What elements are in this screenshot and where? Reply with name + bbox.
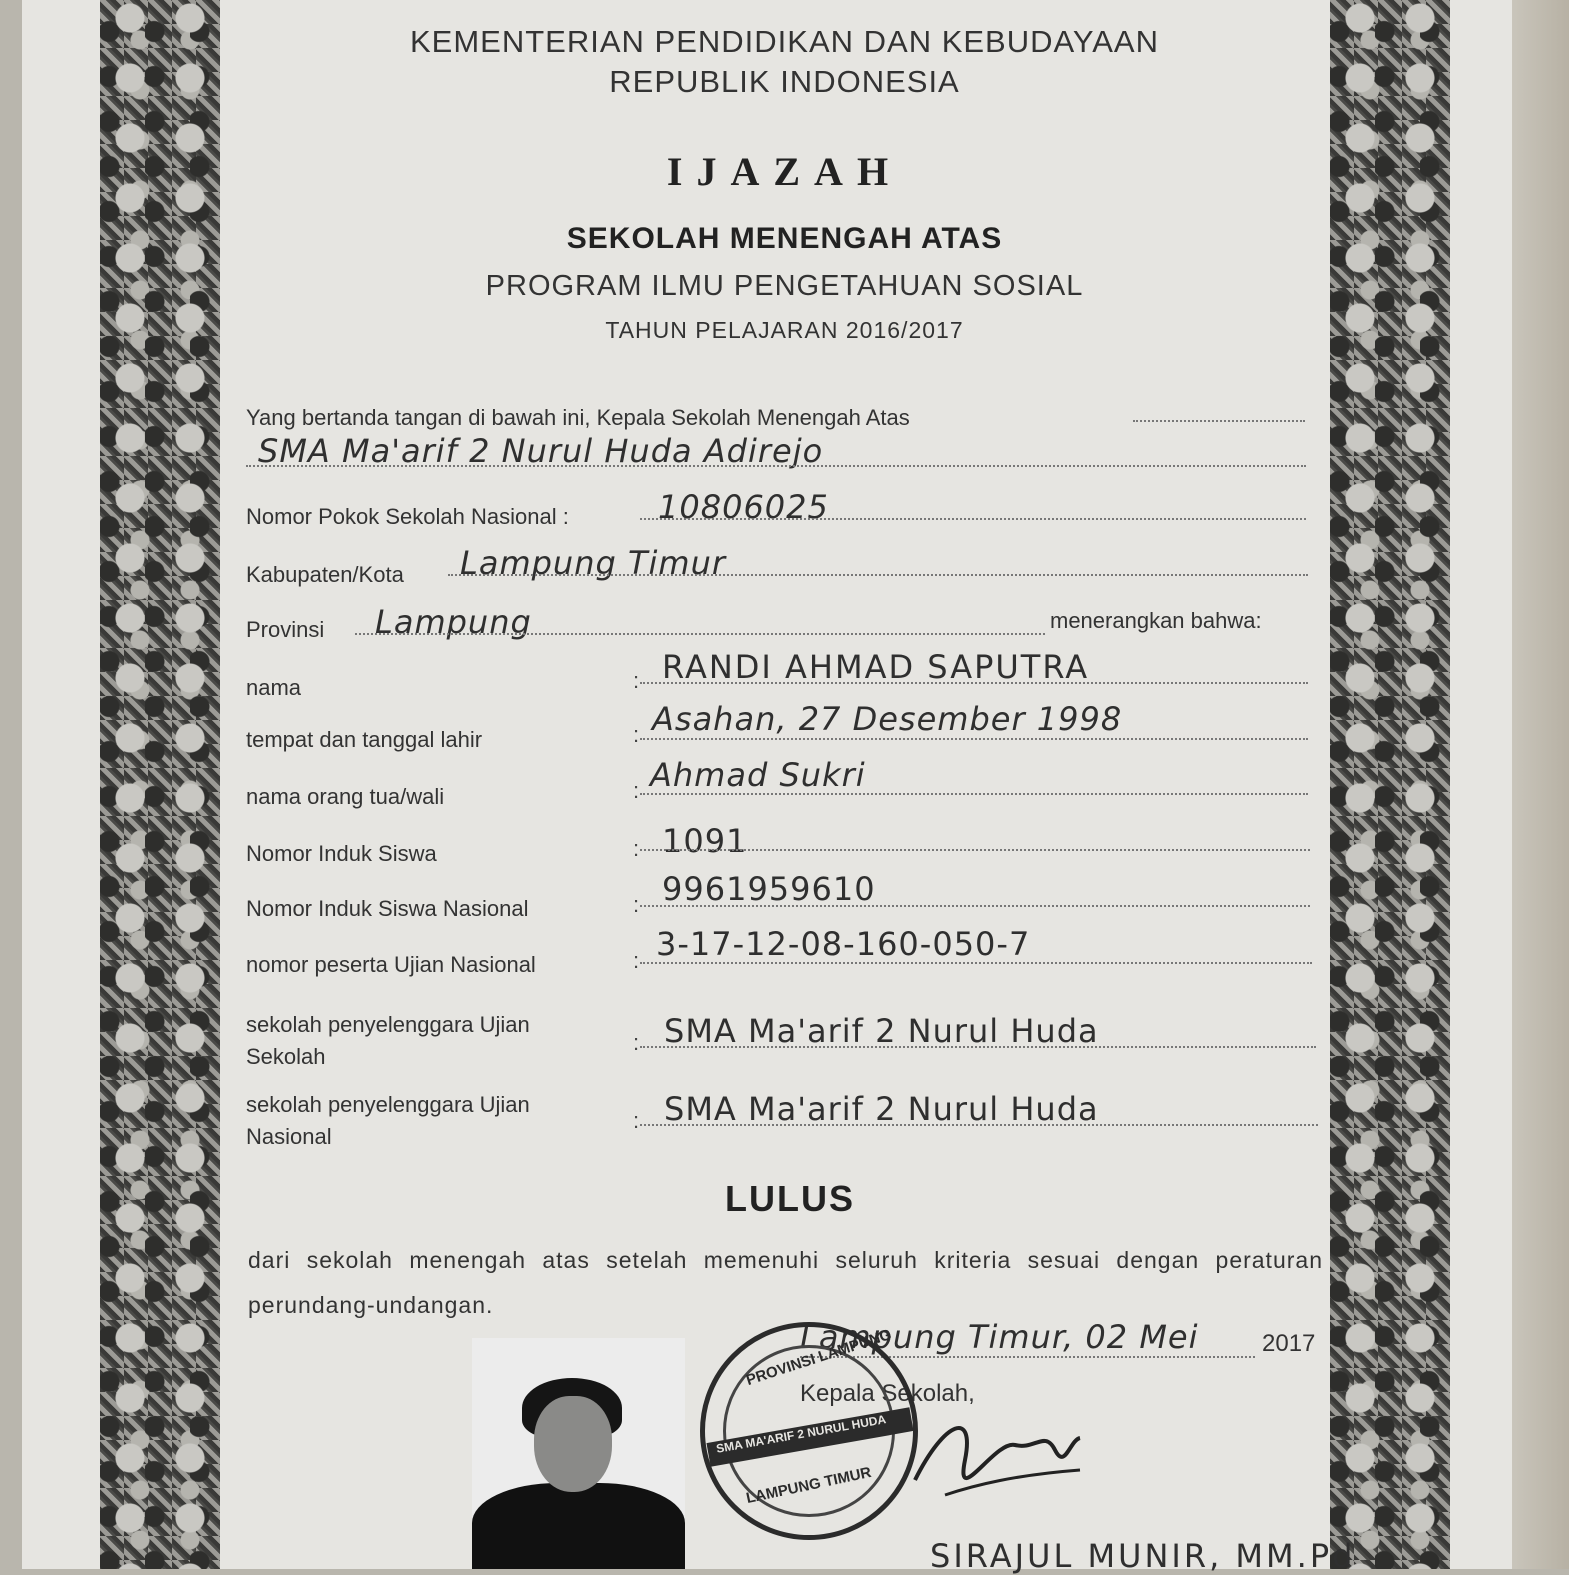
dotted-line (355, 633, 1045, 635)
signature-place-date: Lampung Timur, 02 Mei (800, 1318, 1199, 1356)
nis-label: Nomor Induk Siswa (246, 841, 437, 866)
student-name-value: RANDI AHMAD SAPUTRA (662, 648, 1090, 686)
dotted-line (1133, 420, 1305, 422)
province-value: Lampung (375, 603, 532, 641)
dotted-line (448, 574, 1308, 576)
dotted-line (640, 793, 1308, 795)
school-exam-organizer-label (246, 1009, 530, 1073)
school-exam-organizer-value: SMA Ma'arif 2 Nurul Huda (664, 1012, 1099, 1050)
nisn-value: 9961959610 (662, 870, 876, 908)
exam-number-value: 3-17-12-08-160-050-7 (656, 925, 1031, 963)
colon: : (633, 1108, 640, 1133)
study-program: PROGRAM ILMU PENGETAHUAN SOSIAL (485, 270, 1084, 302)
ministry-heading (0, 22, 1569, 102)
academic-year: TAHUN PELAJARAN 2016/2017 (605, 317, 964, 343)
dotted-line (640, 905, 1310, 907)
stamp-top-text: PROVINSI LAMPUNG (744, 1325, 894, 1390)
national-exam-organizer-label (246, 1089, 530, 1153)
parent-value: Ahmad Sukri (650, 756, 866, 794)
stamp-band-text: SMA MA'ARIF 2 NURUL HUDA (715, 1412, 888, 1456)
colon: : (633, 1030, 640, 1055)
dotted-line (640, 682, 1308, 684)
province-label: Provinsi (246, 617, 325, 642)
colon: : (633, 722, 640, 747)
nis-value: 1091 (662, 822, 748, 860)
exam-number-label: nomor peserta Ujian Nasional (246, 952, 536, 977)
graduation-result: LULUS (725, 1178, 855, 1219)
dotted-line (640, 1046, 1316, 1048)
dotted-line (246, 465, 1306, 467)
school-exam-organizer-label-line-2: Sekolah (246, 1044, 326, 1069)
ministry-line-1: KEMENTERIAN PENDIDIKAN DAN KEBUDAYAAN (410, 24, 1159, 59)
colon: : (633, 948, 640, 973)
closing-statement: dari sekolah menengah atas setelah memenuhi seluruh kriteria sesuai dengan peraturan perundang-undangan. (248, 1247, 1323, 1318)
dotted-line (640, 962, 1312, 964)
student-photo (472, 1338, 685, 1569)
signatory-role: Kepala Sekolah, (800, 1380, 975, 1407)
signatory-name: SIRAJUL MUNIR, MM.Pd (930, 1537, 1356, 1575)
colon: : (633, 668, 640, 693)
school-exam-organizer-label-line-1: sekolah penyelenggara Ujian (246, 1012, 530, 1037)
national-exam-organizer-label-line-1: sekolah penyelenggara Ujian (246, 1092, 530, 1117)
national-exam-organizer-label-line-2: Nasional (246, 1124, 332, 1149)
document-title: IJAZAH (666, 149, 903, 194)
city-label: Kabupaten/Kota (246, 562, 404, 587)
birth-value: Asahan, 27 Desember 1998 (652, 700, 1123, 738)
signature-year: 2017 (1262, 1330, 1316, 1357)
photo-body (472, 1483, 685, 1569)
dotted-line (640, 518, 1306, 520)
colon: : (633, 892, 640, 917)
school-stamp (700, 1322, 918, 1540)
nisn-label: Nomor Induk Siswa Nasional (246, 896, 529, 921)
handwritten-signature (905, 1400, 1085, 1510)
school-type: SEKOLAH MENENGAH ATAS (566, 222, 1003, 255)
npsn-label: Nomor Pokok Sekolah Nasional : (246, 504, 569, 529)
dotted-line (640, 1124, 1318, 1126)
parent-label: nama orang tua/wali (246, 784, 445, 809)
school-name-handwritten: SMA Ma'arif 2 Nurul Huda Adirejo (258, 432, 824, 470)
city-value: Lampung Timur (460, 544, 727, 582)
national-exam-organizer-value: SMA Ma'arif 2 Nurul Huda (664, 1090, 1099, 1128)
ministry-line-2: REPUBLIK INDONESIA (609, 64, 960, 99)
certifies-text: menerangkan bahwa: (1050, 608, 1262, 633)
name-label: nama (246, 675, 302, 700)
npsn-value: 10806025 (658, 488, 829, 526)
dotted-line (640, 849, 1310, 851)
colon: : (633, 836, 640, 861)
intro-text: Yang bertanda tangan di bawah ini, Kepala Sekolah Menengah Atas (246, 405, 910, 430)
colon: : (633, 778, 640, 803)
birth-label: tempat dan tanggal lahir (246, 727, 483, 752)
photo-face (534, 1396, 612, 1492)
stamp-bottom-text: LAMPUNG TIMUR (744, 1463, 873, 1508)
dotted-line (640, 738, 1308, 740)
